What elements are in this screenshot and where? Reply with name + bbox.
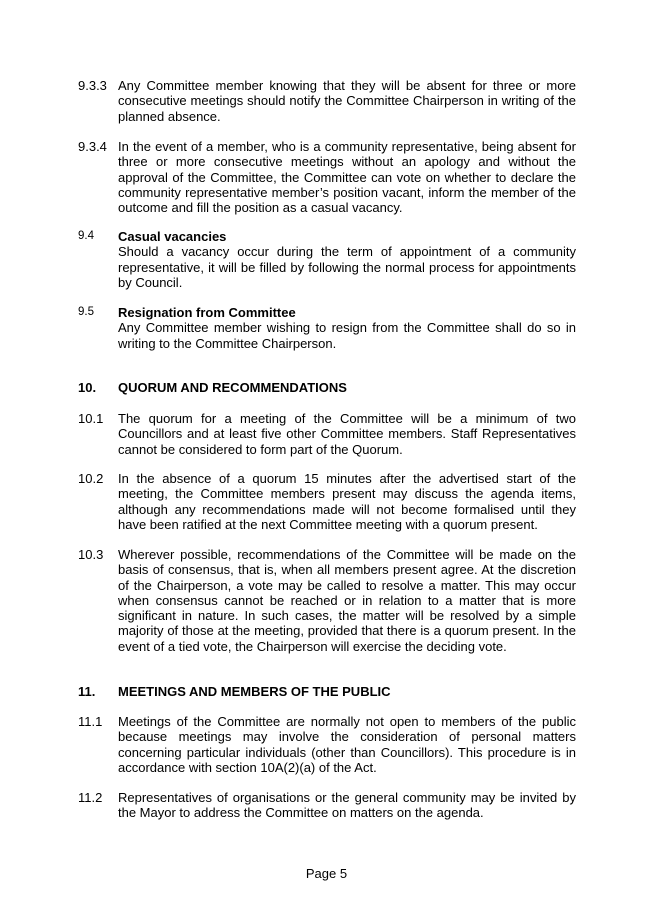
clause-text: In the absence of a quorum 15 minutes after the advertised start of the meeting, the Committee members present may discuss the agenda items, although any recommendations made will not become formalised until they have been ratified at the next Committee meeting with a quorum present. [118,471,576,532]
section-title: QUORUM AND RECOMMENDATIONS [118,380,347,395]
clause-number: 10.2 [78,471,104,486]
clause-text: Any Committee member wishing to resign from the Committee shall do so in writing to the Committee Chairperson. [118,320,576,351]
clause-number: 10.1 [78,411,104,426]
clause-text: Meetings of the Committee are normally not open to members of the public because meetings may involve the consideration of personal matters concerning particular individuals (other than Councillors). This procedure is in accordance with section 10A(2)(a) of the Act. [118,714,576,775]
clause-number: 9.5 [78,306,94,318]
clause-text: Representatives of organisations or the general community may be invited by the Mayor to address the Committee on matters on the agenda. [118,790,576,821]
clause-body [118,229,576,290]
clause-body [118,305,576,351]
clause-number: 9.3.4 [78,139,107,154]
clause-number: 9.3.3 [78,78,107,93]
clause-number: 11.1 [78,714,103,729]
clause-heading: Casual vacancies [118,229,227,244]
section-number: 11. [78,684,96,699]
clause-heading: Resignation from Committee [118,305,296,320]
page-number: Page 5 [305,866,348,881]
section-number: 10. [78,380,97,395]
clause-text: In the event of a member, who is a community representative, being absent for three or more consecutive meetings without an apology and without the approval of the Committee, the Committee can vote on whether to declare the community representative member’s position vacant, inform the member of the outcome and fill the position as a casual vacancy. [118,139,576,216]
clause-text: Should a vacancy occur during the term of appointment of a community representative, it will be filled by following the normal process for appointments by Council. [118,244,576,290]
clause-number: 9.4 [78,230,94,242]
clause-text: Any Committee member knowing that they will be absent for three or more consecutive meetings should notify the Committee Chairperson in writing of the planned absence. [118,78,576,124]
clause-text: The quorum for a meeting of the Committee will be a minimum of two Councillors and at least five other Committee members. Staff Representatives cannot be considered to form part of the Quorum. [118,411,576,457]
clause-number: 10.3 [78,547,104,562]
clause-text: Wherever possible, recommendations of the Committee will be made on the basis of consensus, that is, when all members present agree. At the discretion of the Chairperson, a vote may be called to resolve a matter. This may occur when consensus cannot be reached or in relation to a matter that is more significant in nature. In such cases, the matter will be resolved by a simple majority of those at the meeting, provided that there is a quorum present. In the event of a tied vote, the Chairperson will exercise the deciding vote. [118,547,576,654]
clause-number: 11.2 [78,790,103,805]
section-title: MEETINGS AND MEMBERS OF THE PUBLIC [118,684,391,699]
